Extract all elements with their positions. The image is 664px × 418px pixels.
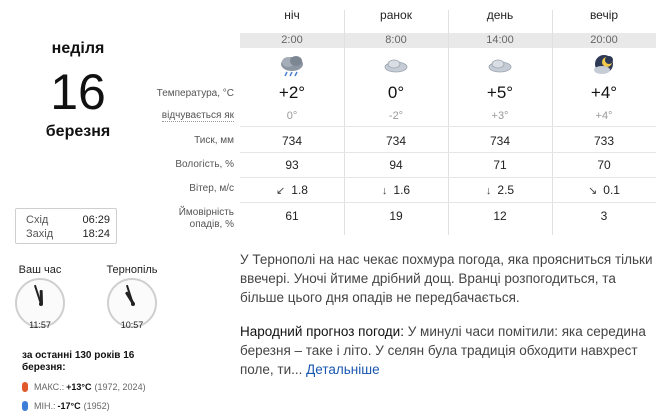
humidity-morning: 94	[389, 158, 403, 172]
cloud-rain-icon	[277, 54, 307, 78]
label-precip	[140, 207, 234, 231]
record-min-years: (1952)	[83, 401, 110, 411]
wind-direction-icon: ↘	[588, 185, 598, 197]
record-min	[22, 401, 110, 411]
folk-forecast-heading: Народний прогноз погоди:	[240, 324, 404, 339]
record-max-label: МАКС.:	[34, 382, 65, 392]
wind-morning	[344, 183, 448, 197]
label-pressure: Тиск, мм	[194, 135, 234, 146]
row-divider	[240, 152, 656, 153]
row-divider	[240, 126, 656, 127]
thermometer-cold-icon	[22, 401, 28, 411]
sunrise-row	[26, 214, 110, 226]
label-wind: Вітер, м/с	[189, 183, 234, 194]
wind-speed: 2.5	[497, 183, 515, 197]
thermometer-hot-icon	[22, 382, 28, 392]
record-max	[22, 382, 146, 392]
period-night: ніч	[284, 8, 300, 22]
wind-direction-icon: ↓	[381, 185, 388, 197]
label-feels-like-text: відчувається як	[161, 110, 234, 121]
temp-night: +2°	[278, 83, 306, 102]
cloud-icon	[485, 54, 515, 78]
pressure-evening: 733	[593, 134, 615, 148]
feels-evening: +4°	[595, 110, 613, 122]
month: березня	[45, 123, 111, 140]
precip-evening: 3	[600, 209, 608, 223]
humidity-night: 93	[285, 158, 299, 172]
feels-night: 0°	[286, 110, 298, 122]
label-feels-like[interactable]	[140, 110, 234, 122]
temp-day: +5°	[486, 83, 514, 102]
temp-morning: 0°	[387, 83, 405, 102]
clock-center	[39, 302, 43, 306]
records-title: за останні 130 років 16 березня:	[22, 350, 135, 373]
wind-evening	[552, 183, 656, 197]
folk-forecast-text: У минулі часи помітили: яка середина березня – таке і літо. У селян була традиція обходити навхрест поле, ти...	[240, 324, 646, 377]
row-divider	[240, 177, 656, 178]
folk-forecast	[240, 322, 660, 379]
cloud-icon	[381, 54, 411, 78]
record-max-value: +13°C	[66, 382, 92, 392]
pressure-day: 734	[489, 134, 511, 148]
clock-center	[131, 302, 135, 306]
humidity-day: 71	[493, 158, 507, 172]
sun-times	[15, 208, 117, 244]
wind-direction-icon: ↓	[485, 185, 492, 197]
label-humidity: Вологість, %	[175, 159, 234, 170]
time-day: 14:00	[486, 34, 514, 46]
record-min-value: -17°C	[57, 401, 81, 411]
wind-day	[448, 183, 552, 197]
sunset-label: Захід	[26, 228, 54, 240]
precip-morning: 19	[389, 209, 403, 223]
wind-speed: 1.6	[393, 183, 411, 197]
label-temperature: Температура, °C	[156, 88, 234, 99]
period-morning: ранок	[380, 8, 412, 22]
record-max-years: (1972, 2024)	[94, 382, 146, 392]
feels-day: +3°	[491, 110, 509, 122]
moon-cloud-icon	[589, 54, 619, 78]
time-morning: 8:00	[385, 34, 407, 46]
time-night: 2:00	[281, 34, 303, 46]
humidity-evening: 70	[597, 158, 611, 172]
city-time-value: 10:57	[120, 320, 144, 330]
time-evening: 20:00	[590, 34, 618, 46]
city-time-label: Тернопіль	[106, 264, 158, 276]
your-time-value: 11:57	[29, 320, 51, 330]
feels-morning: -2°	[388, 110, 404, 122]
your-time-label: Ваш час	[18, 264, 62, 276]
label-precip-line1: Ймовірність	[178, 207, 234, 218]
more-link[interactable]: Детальніше	[306, 362, 380, 377]
record-min-label: МІН.:	[34, 401, 56, 411]
period-day: день	[486, 8, 514, 22]
row-divider	[240, 202, 656, 203]
period-evening: вечір	[589, 8, 619, 22]
forecast-description: У Тернополі на нас чекає похмура погода, яка проясниться тільки ввечері. Уночі йтиме дрібний дощ. Вранці розпогодиться, та більше цього дня опадів не передбачається.	[240, 252, 653, 305]
sunrise-time: 06:29	[82, 214, 110, 226]
pressure-morning: 734	[385, 134, 407, 148]
weekday: неділя	[51, 40, 105, 57]
precip-night: 61	[285, 209, 299, 223]
wind-direction-icon: ↙	[276, 185, 286, 197]
day-number: 16	[50, 64, 106, 120]
label-precip-line2: опадів, %	[189, 219, 234, 230]
sunset-row	[26, 228, 110, 240]
wind-speed: 1.8	[291, 183, 308, 197]
sunrise-label: Схід	[26, 214, 49, 226]
precip-day: 12	[493, 209, 507, 223]
sunset-time: 18:24	[82, 228, 110, 240]
pressure-night: 734	[281, 134, 303, 148]
wind-night	[240, 183, 344, 197]
temp-evening: +4°	[590, 83, 618, 102]
wind-speed: 0.1	[603, 183, 620, 197]
